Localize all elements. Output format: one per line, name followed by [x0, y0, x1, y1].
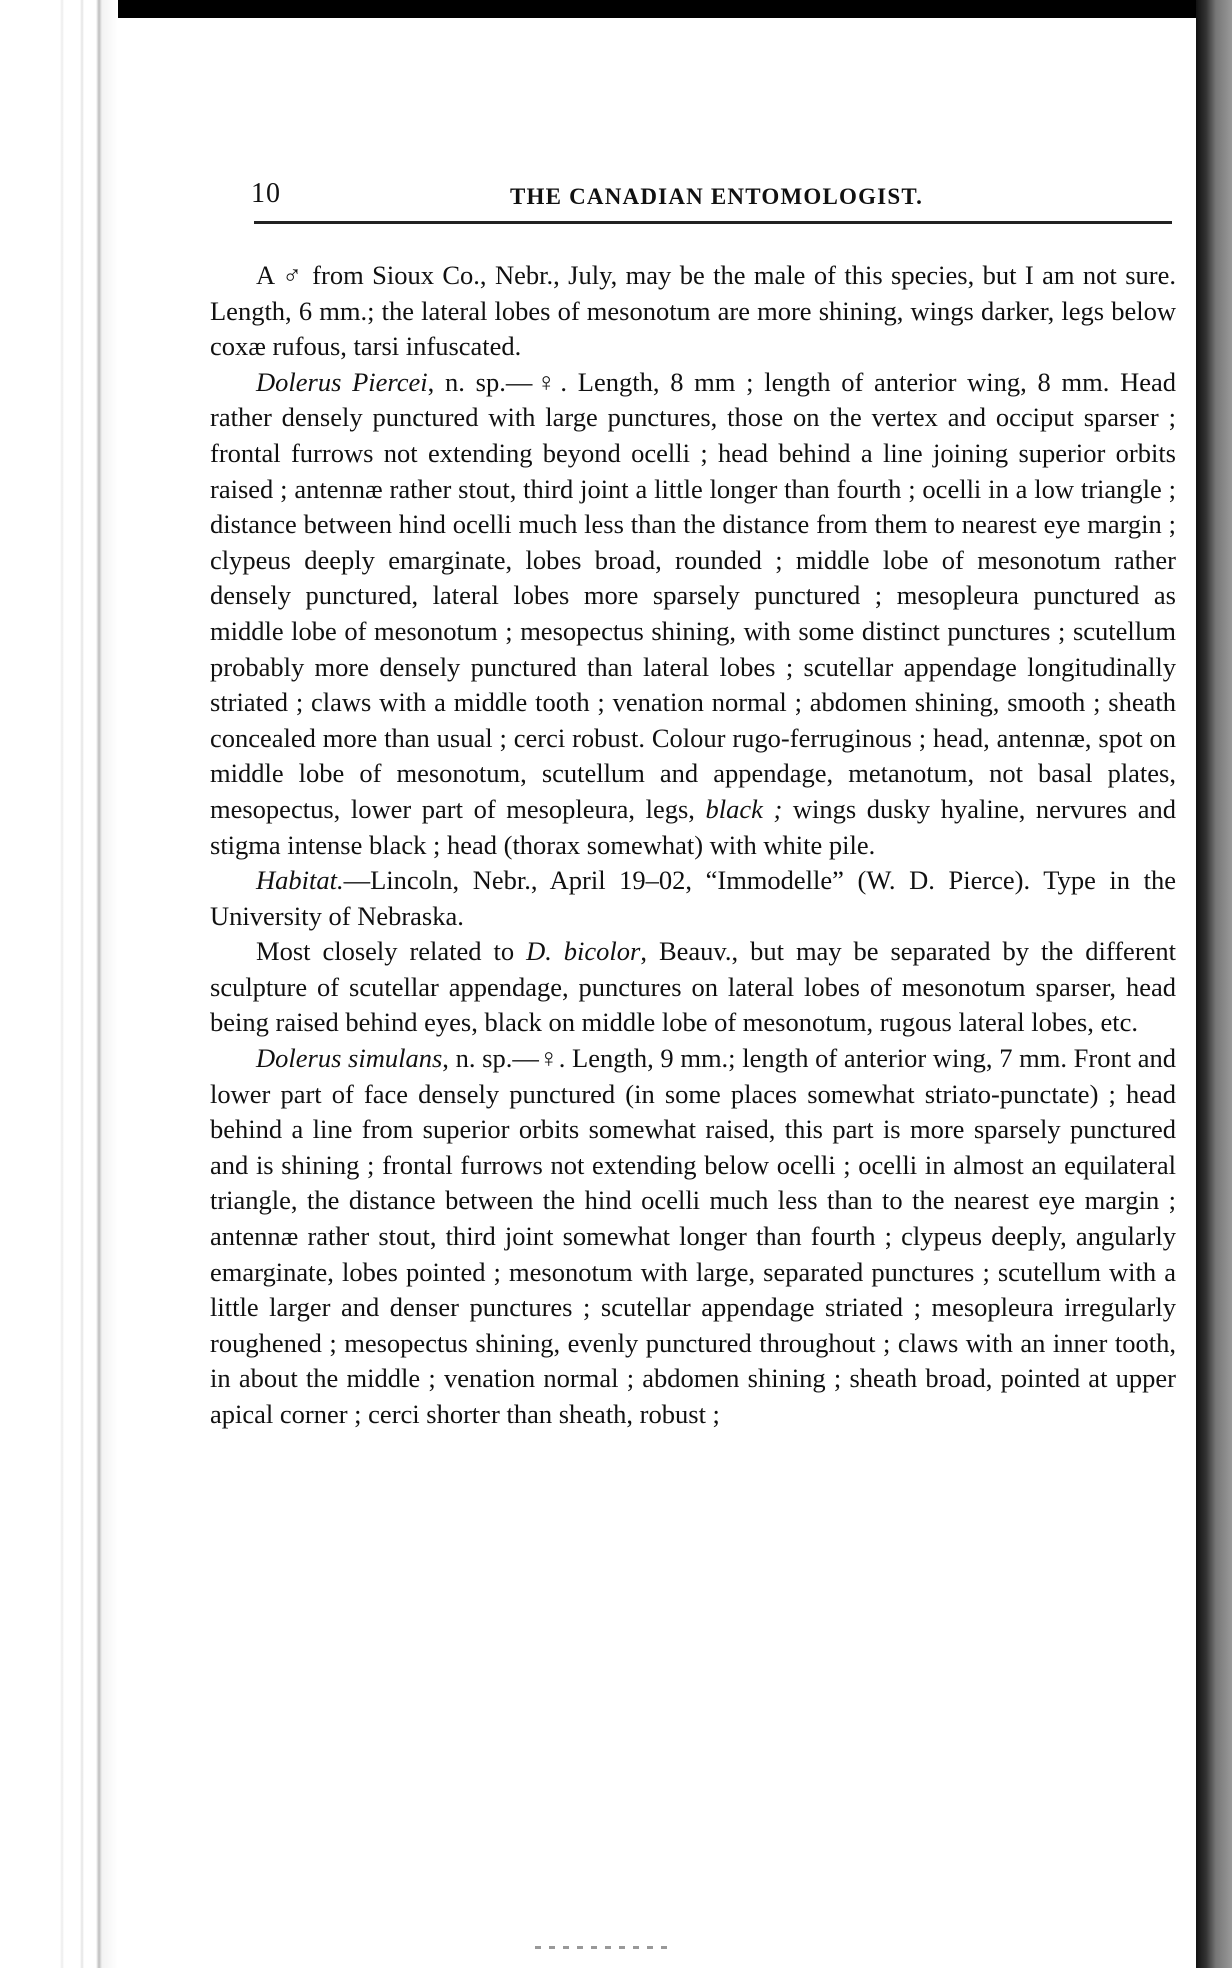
running-head: [0, 178, 1232, 218]
text-run: wings dusky hyaline, nervures and stigma intense black ; head (thorax somewhat) with white pile.: [210, 793, 1177, 860]
paragraph-comparison: [210, 934, 1176, 1041]
italic-text-run: Habitat.: [256, 865, 344, 896]
text-run: A ♂ from Sioux Co., Nebr., July, may be the male of this species, but I am not sure. Length, 6 mm.; the lateral lobes of mesonotum are more shining, wings darker, legs below coxæ rufous, tarsi infuscated.: [210, 260, 1176, 362]
scan-artifact: [535, 1946, 675, 1949]
italic-text-run: Dolerus simulans: [256, 1043, 443, 1074]
right-scan-shadow: [1196, 0, 1232, 1968]
italic-text-run: D. bicolor: [526, 936, 641, 967]
text-run: , n. sp.—♀. Length, 9 mm.; length of anterior wing, 7 mm. Front and lower part of face densely punctured (in some places somewhat striato-punctate) ; head behind a line from superior orbits somewhat raised, this part is more sparsely punctured and is shining ; frontal furrows not extending below ocelli ; ocelli in almost an equilateral triangle, the distance between the hind ocelli much less than to the nearest eye margin ; antennæ rather stout, third joint somewhat longer than fourth ; clypeus deeply, angularly emarginate, lobes pointed ; mesonotum with large, separated punctures ; scutellum with a little larger and denser punctures ; scutellar appendage striated ; mesopleura irregularly roughened ; mesopectus shining, evenly punctured throughout ; claws with an inner tooth, in about the middle ; venation normal ; abdomen shining ; sheath broad, pointed at upper apical corner ; cerci shorter than sheath, robust ;: [210, 1043, 1176, 1429]
header-rule: [254, 221, 1172, 224]
page-binding-edge: [0, 0, 118, 1968]
paragraph-habitat: [210, 863, 1176, 934]
page-number: 10: [251, 178, 281, 209]
body-text: [210, 258, 1176, 1433]
italic-text-run: black ;: [705, 793, 783, 824]
text-run: Most closely related to: [256, 936, 527, 967]
paragraph-dolerus-simulans: [210, 1041, 1176, 1433]
journal-title: THE CANADIAN ENTOMOLOGIST.: [510, 184, 924, 209]
top-scan-border: [118, 0, 1232, 18]
paragraph-male-specimen: [210, 258, 1176, 365]
italic-text-run: Dolerus Piercei: [256, 366, 428, 397]
text-run: , Beauv., but may be separated by the different sculpture of scutellar appendage, punctures on lateral lobes of mesonotum sparser, head being raised behind eyes, black on middle lobe of mesonotum, rugous lateral lobes, etc.: [210, 936, 1177, 1038]
text-run: , n. sp.—♀. Length, 8 mm ; length of anterior wing, 8 mm. Head rather densely punctured with large punctures, those on the vertex and occiput sparser ; frontal furrows not extending beyond ocelli ; head behind a line joining superior orbits raised ; antennæ rather stout, third joint a little longer than fourth ; ocelli in a low triangle ; distance between hind ocelli much less than the distance from them to nearest eye margin ; clypeus deeply emarginate, lobes broad, rounded ; middle lobe of mesonotum rather densely punctured, lateral lobes more sparsely punctured ; mesopleura punctured as middle lobe of mesonotum ; mesopectus shining, with some distinct punctures ; scutellum probably more densely punctured than lateral lobes ; scutellar appendage longitudinally striated ; claws with a middle tooth ; venation normal ; abdomen shining, smooth ; sheath concealed more than usual ; cerci robust. Colour rugo-ferruginous ; head, antennæ, spot on middle lobe of mesonotum, scutellum and appendage, metanotum, not basal plates, mesopectus, lower part of mesopleura, legs,: [210, 366, 1176, 824]
text-run: —Lincoln, Nebr., April 19–02, “Immodelle” (W. D. Pierce). Type in the University of Nebraska.: [210, 865, 1176, 931]
paragraph-dolerus-piercei: [210, 365, 1176, 863]
